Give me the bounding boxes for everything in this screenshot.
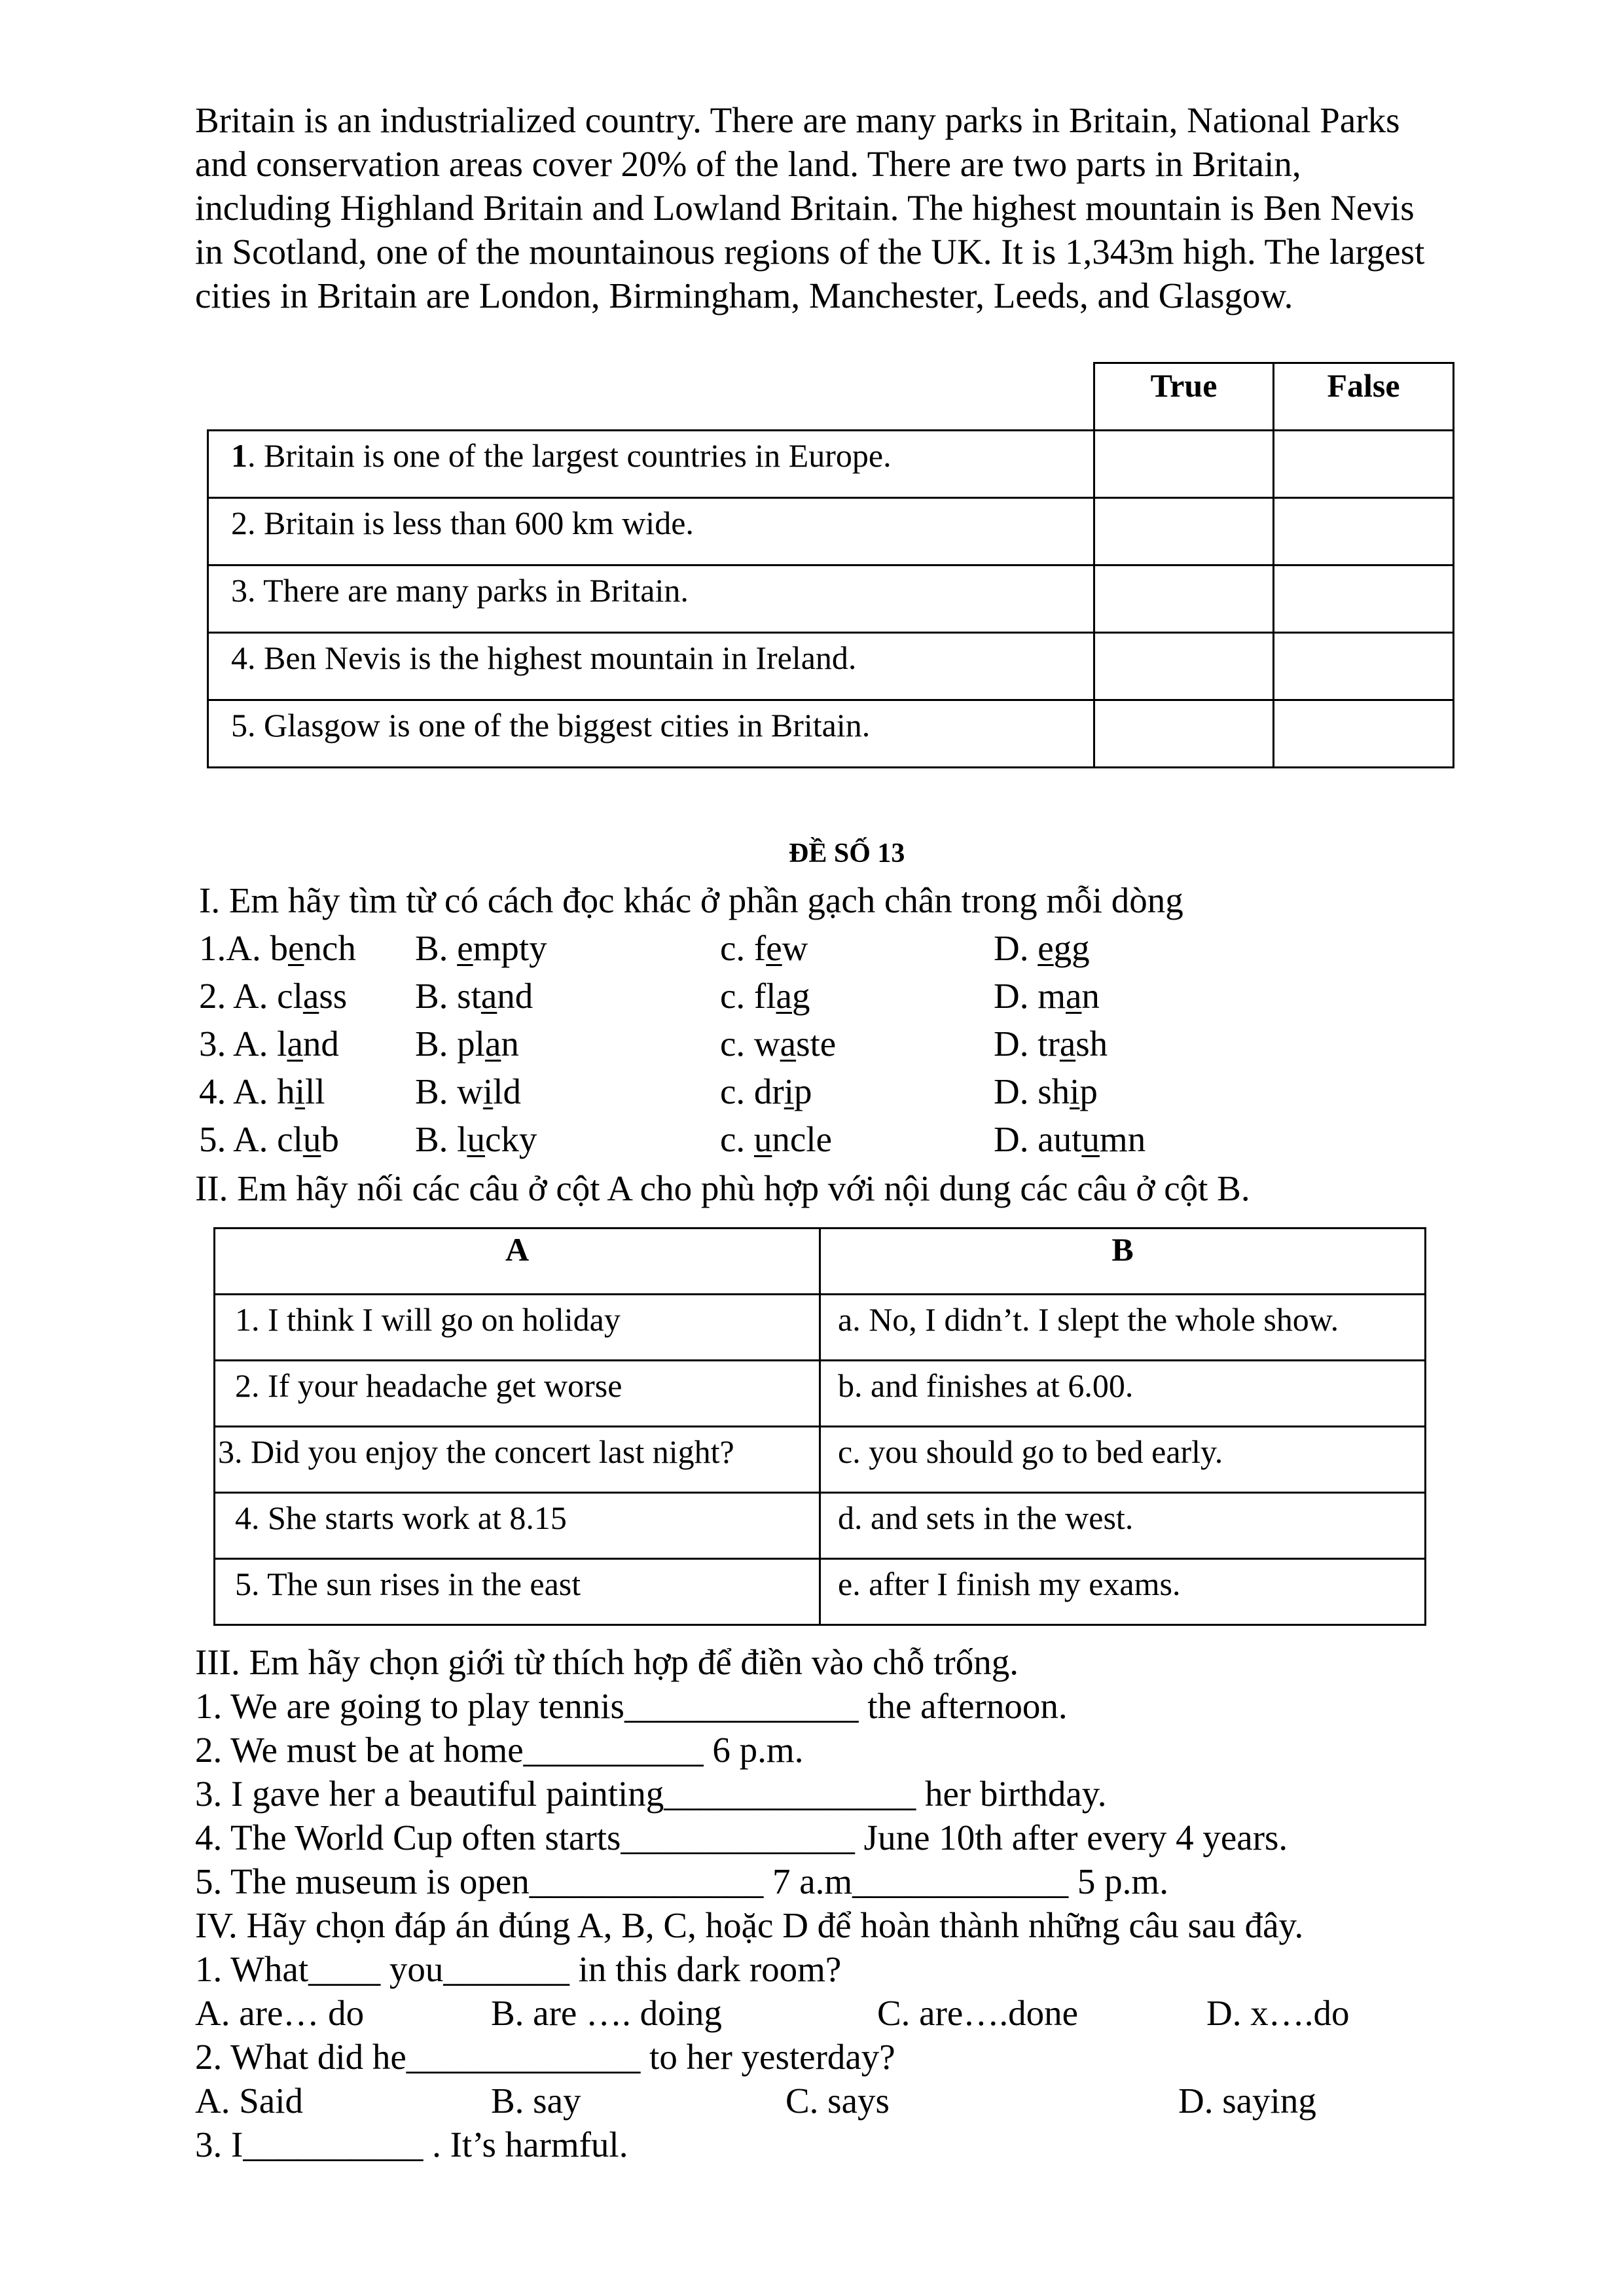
passage-line: Britain is an industrialized country. There are many parks in Britain, National Parks <box>195 100 1400 140</box>
underlined-letter: a <box>776 976 792 1016</box>
word-option: 2. A. class <box>199 976 348 1016</box>
underlined-letter: a <box>1059 1024 1076 1064</box>
q1-option-b: B. are …. doing <box>491 1993 722 2033</box>
column-a-item: 3. Did you enjoy the concert last night? <box>215 1427 820 1493</box>
tf-false-cell[interactable] <box>1274 565 1454 633</box>
underlined-letter: a <box>780 1024 797 1064</box>
underlined-letter: u <box>467 1119 485 1159</box>
underlined-letter: e <box>287 928 304 968</box>
underlined-letter: a <box>480 976 497 1016</box>
q1-option-a: A. are… do <box>195 1993 365 2033</box>
word-option: c. flag <box>720 976 810 1016</box>
underlined-letter: a <box>1066 976 1082 1016</box>
matching-table <box>213 1227 1426 1626</box>
column-b-item: b. and finishes at 6.00. <box>820 1361 1426 1427</box>
question-1: 1. What____ you_______ in this dark room? <box>195 1949 842 1989</box>
word-option: 1.A. bench <box>199 928 356 968</box>
tf-false-cell[interactable] <box>1274 498 1454 565</box>
fill-blank-item: 5. The museum is open_____________ 7 a.m____________ 5 p.m. <box>195 1861 1168 1901</box>
column-b-item: e. after I finish my exams. <box>820 1559 1426 1625</box>
word-option: c. uncle <box>720 1119 833 1159</box>
reading-passage <box>195 98 1537 317</box>
passage-line: cities in Britain are London, Birmingham, Manchester, Leeds, and Glasgow. <box>195 276 1293 315</box>
column-b-item: d. and sets in the west. <box>820 1493 1426 1559</box>
fill-blank-item: 3. I gave her a beautiful painting______________ her birthday. <box>195 1774 1107 1814</box>
fill-blank-item: 2. We must be at home__________ 6 p.m. <box>195 1730 804 1770</box>
tf-statement: 5. Glasgow is one of the biggest cities in Britain. <box>208 700 1094 768</box>
underlined-letter: e <box>766 928 782 968</box>
question-3: 3. I__________ . It’s harmful. <box>195 2125 628 2164</box>
column-b-header: B <box>820 1229 1426 1295</box>
underlined-letter: u <box>302 1119 321 1159</box>
q2-option-d: D. saying <box>1178 2081 1316 2121</box>
word-option: D. egg <box>994 928 1090 968</box>
tf-false-cell[interactable] <box>1274 431 1454 498</box>
underlined-letter: u <box>753 1119 772 1159</box>
word-option: 5. A. club <box>199 1119 339 1159</box>
question-2: 2. What did he_____________ to her yesterday? <box>195 2037 895 2077</box>
q2-option-c: C. says <box>785 2081 890 2121</box>
column-a-item: 1. I think I will go on holiday <box>215 1295 820 1361</box>
underlined-letter: i <box>1070 1071 1080 1111</box>
column-b-item: c. you should go to bed early. <box>820 1427 1426 1493</box>
tf-header-blank <box>208 363 1094 431</box>
word-option: D. autumn <box>994 1119 1146 1159</box>
underlined-letter: a <box>287 1024 303 1064</box>
q1-option-c: C. are….done <box>877 1993 1078 2033</box>
tf-false-cell[interactable] <box>1274 700 1454 768</box>
tf-header-false: False <box>1274 363 1454 431</box>
word-option: c. few <box>720 928 808 968</box>
underlined-letter: i <box>482 1071 494 1111</box>
tf-true-cell[interactable] <box>1094 700 1274 768</box>
word-option: B. wild <box>415 1071 521 1111</box>
word-option: c. drip <box>720 1071 812 1111</box>
tf-true-cell[interactable] <box>1094 431 1274 498</box>
word-option: B. plan <box>415 1024 519 1064</box>
column-a-item: 2. If your headache get worse <box>215 1361 820 1427</box>
tf-true-cell[interactable] <box>1094 633 1274 700</box>
column-a-item: 5. The sun rises in the east <box>215 1559 820 1625</box>
tf-true-cell[interactable] <box>1094 498 1274 565</box>
word-option: B. stand <box>415 976 533 1016</box>
true-false-table <box>207 362 1454 768</box>
q2-option-a: A. Said <box>195 2081 303 2121</box>
exam-title: ĐỀ SỐ 13 <box>789 838 905 869</box>
underlined-letter: i <box>784 1071 795 1111</box>
word-option: B. empty <box>415 928 547 968</box>
tf-statement: 2. Britain is less than 600 km wide. <box>208 498 1094 565</box>
fill-blank-item: 4. The World Cup often starts_____________ June 10th after every 4 years. <box>195 1818 1288 1857</box>
tf-header-true: True <box>1094 363 1274 431</box>
word-option: D. man <box>994 976 1100 1016</box>
underlined-letter: a <box>484 1024 501 1064</box>
q1-option-d: D. x….do <box>1206 1993 1350 2033</box>
tf-false-cell[interactable] <box>1274 633 1454 700</box>
column-a-item: 4. She starts work at 8.15 <box>215 1493 820 1559</box>
underlined-letter: u <box>1081 1119 1100 1159</box>
tf-statement: 4. Ben Nevis is the highest mountain in Ireland. <box>208 633 1094 700</box>
word-option: B. lucky <box>415 1119 537 1159</box>
underlined-letter: a <box>302 976 319 1016</box>
column-a-header: A <box>215 1229 820 1295</box>
tf-statement: 3. There are many parks in Britain. <box>208 565 1094 633</box>
column-b-item: a. No, I didn’t. I slept the whole show. <box>820 1295 1426 1361</box>
word-option: c. waste <box>720 1024 837 1064</box>
underlined-letter: i <box>295 1071 305 1111</box>
underlined-letter: e <box>457 928 473 968</box>
section3-heading: III. Em hãy chọn giới từ thích hợp để điền vào chỗ trống. <box>195 1642 1019 1682</box>
underlined-letter: e <box>1038 928 1054 968</box>
passage-line: in Scotland, one of the mountainous regions of the UK. It is 1,343m high. The largest <box>195 232 1425 272</box>
section4-heading: IV. Hãy chọn đáp án đúng A, B, C, hoặc D để hoàn thành những câu sau đây. <box>195 1905 1304 1945</box>
section1-heading: I. Em hãy tìm từ có cách đọc khác ở phần gạch chân trong mỗi dòng <box>199 880 1183 920</box>
q2-option-b: B. say <box>491 2081 581 2121</box>
word-option: 3. A. land <box>199 1024 339 1064</box>
word-option: 4. A. hill <box>199 1071 325 1111</box>
tf-statement: 1. Britain is one of the largest countries in Europe. <box>208 431 1094 498</box>
section2-heading: II. Em hãy nối các câu ở cột A cho phù hợp với nội dung các câu ở cột B. <box>195 1168 1250 1208</box>
tf-true-cell[interactable] <box>1094 565 1274 633</box>
passage-line: and conservation areas cover 20% of the land. There are two parts in Britain, <box>195 144 1301 184</box>
word-option: D. trash <box>994 1024 1108 1064</box>
fill-blank-item: 1. We are going to play tennis_____________ the afternoon. <box>195 1686 1068 1726</box>
word-option: D. ship <box>994 1071 1098 1111</box>
passage-line: including Highland Britain and Lowland Britain. The highest mountain is Ben Nevis <box>195 188 1415 228</box>
